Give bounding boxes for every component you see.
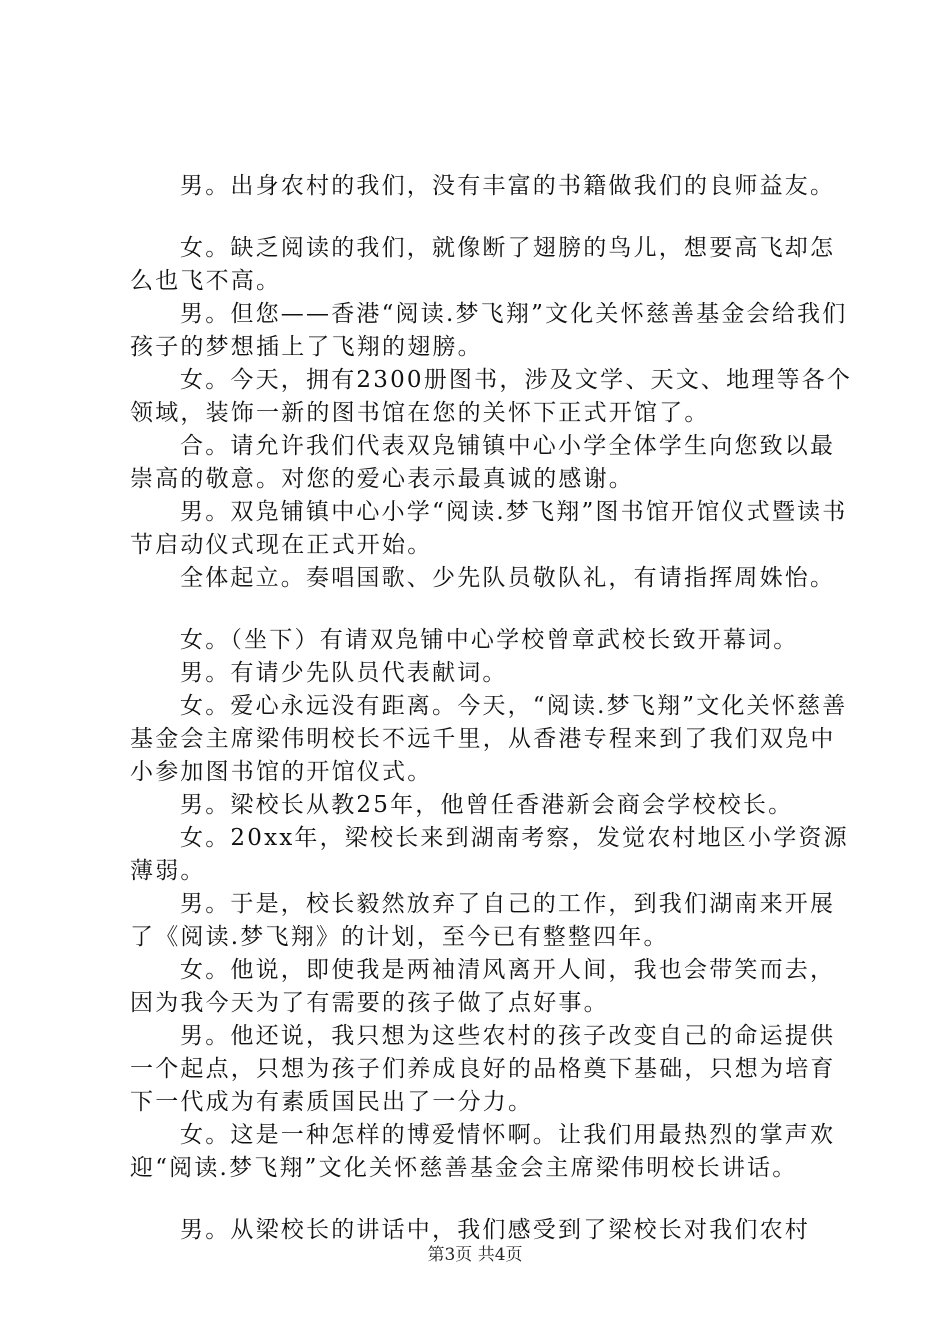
paragraph: 男。于是，校长毅然放弃了自己的工作，到我们湖南来开展了《阅读.梦飞翔》的计划，至今已有整整四年。: [130, 891, 836, 950]
paragraph: 男。但您——香港“阅读.梦飞翔”文化关怀慈善基金会给我们孩子的梦想插上了飞翔的翅膀。: [130, 301, 848, 360]
paragraph: 女。这是一种怎样的博爱情怀啊。让我们用最热烈的掌声欢迎“阅读.梦飞翔”文化关怀慈善基金会主席梁伟明校长讲话。: [130, 1122, 836, 1181]
paragraph: 女。爱心永远没有距离。今天，“阅读.梦飞翔”文化关怀慈善基金会主席梁伟明校长不远千里，从香港专程来到了我们双凫中小参加图书馆的开馆仪式。: [130, 693, 848, 785]
page-footer: [0, 1240, 950, 1265]
paragraph: 全体起立。奏唱国歌、少先队员敬队礼，有请指挥周姝怡。: [180, 565, 836, 591]
paragraph: 男。从梁校长的讲话中，我们感受到了梁校长对我们农村: [180, 1217, 810, 1243]
paragraph: 男。梁校长从教25年，他曾任香港新会商会学校校长。: [180, 792, 794, 818]
paragraph: 男。有请少先队员代表献词。: [180, 660, 508, 686]
paragraph: 女。今天，拥有2300册图书，涉及文学、天文、地理等各个领域，装饰一新的图书馆在您的关怀下正式开馆了。: [130, 367, 853, 426]
paragraph: 男。出身农村的我们，没有丰富的书籍做我们的良师益友。: [180, 173, 836, 199]
paragraph: 合。请允许我们代表双凫铺镇中心小学全体学生向您致以最崇高的敬意。对您的爱心表示最真诚的感谢。: [130, 433, 836, 492]
paragraph: 女。（坐下）有请双凫铺中心学校曾章武校长致开幕词。: [180, 627, 799, 653]
paragraph: 男。他还说，我只想为这些农村的孩子改变自己的命运提供一个起点，只想为孩子们养成良好的品格奠下基础，只想为培育下一代成为有素质国民出了一分力。: [130, 1023, 836, 1115]
paragraph: 女。20xx年，梁校长来到湖南考察，发觉农村地区小学资源薄弱。: [130, 825, 849, 884]
paragraph: 女。他说，即使我是两袖清风离开人间，我也会带笑而去，因为我今天为了有需要的孩子做了点好事。: [130, 957, 836, 1016]
document-body: [130, 170, 855, 1247]
paragraph: 女。缺乏阅读的我们，就像断了翅膀的鸟儿，想要高飞却怎么也飞不高。: [130, 235, 836, 294]
page-number-label: 第3页 共4页: [427, 1245, 523, 1265]
paragraph: 男。双凫铺镇中心小学“阅读.梦飞翔”图书馆开馆仪式暨读书节启动仪式现在正式开始。: [130, 499, 848, 558]
